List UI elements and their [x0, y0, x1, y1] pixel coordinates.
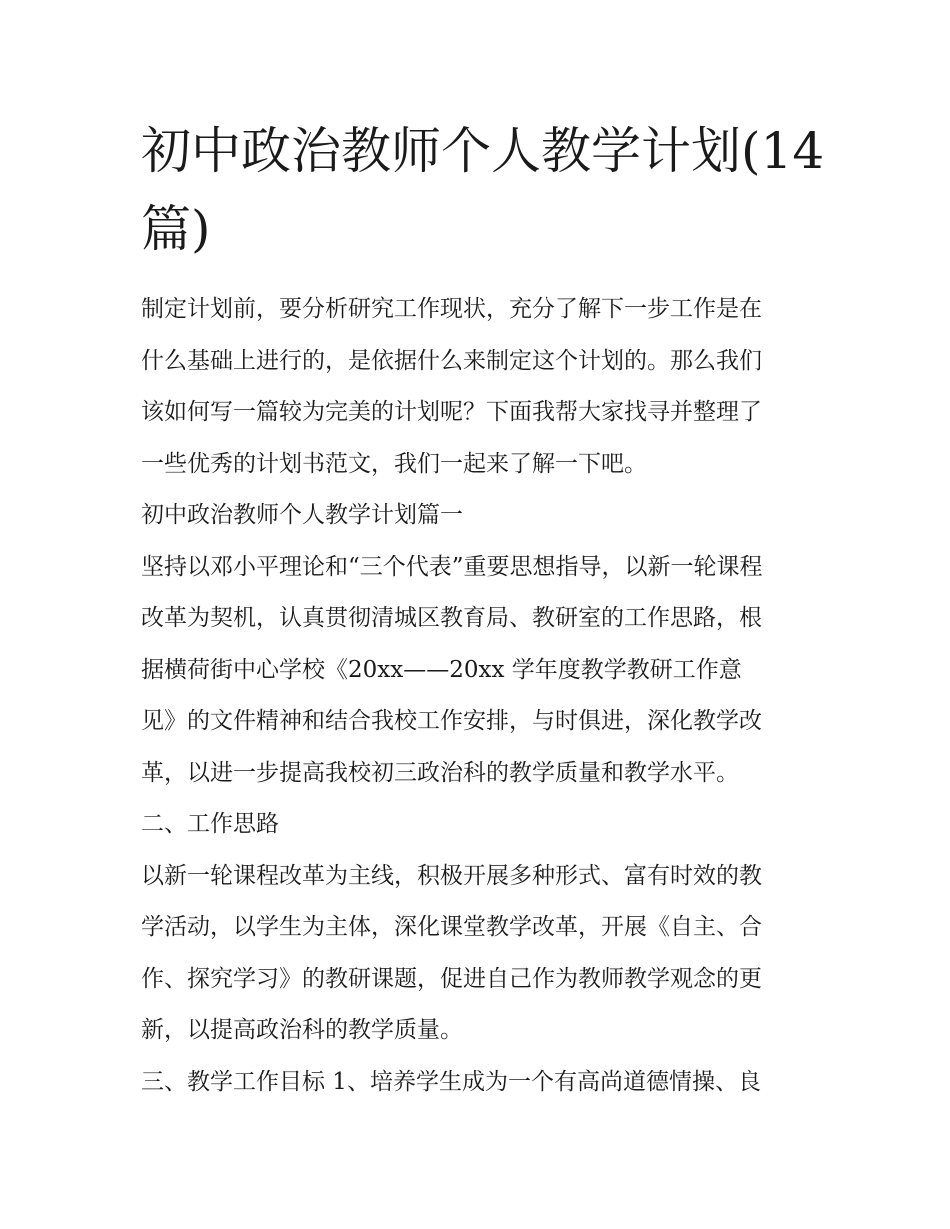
title-line: 篇)	[141, 200, 211, 258]
title-line: 初中政治教师个人教学计划(14	[141, 122, 825, 180]
section-heading: 初中政治教师个人教学计划篇一	[141, 502, 463, 528]
document-title	[141, 112, 825, 268]
section3-paragraph	[141, 1057, 813, 1109]
text-line: 作、探究学习》的教研课题，促进自己作为教师教学观念的更	[141, 965, 762, 992]
text-line: 学活动，以学生为主体，深化课堂教学改革，开展《自主、合	[141, 914, 762, 940]
text-line: 三、教学工作目标 1、培养学生成为一个有高尚道德情操、良	[141, 1068, 761, 1095]
text-line: 见》的文件精神和结合我校工作安排，与时俱进，深化教学改	[141, 708, 762, 734]
text-line: 什么基础上进行的，是依据什么来制定这个计划的。那么我们	[141, 347, 762, 374]
heading-work-ideas: 二、工作思路	[141, 811, 279, 837]
intro-paragraph	[141, 284, 813, 490]
text-line: 一些优秀的计划书范文，我们一起来了解一下吧。	[141, 450, 647, 477]
text-line: 以新一轮课程改革为主线，积极开展多种形式、富有时效的教	[141, 862, 762, 889]
text-line: 新，以提高政治科的教学质量。	[141, 1017, 463, 1043]
text-line: 制定计划前，要分析研究工作现状，充分了解下一步工作是在	[141, 296, 762, 322]
text-line: 据横荷街中心学校《20xx——20xx 学年度教学教研工作意	[141, 656, 742, 683]
section1-paragraph	[141, 542, 813, 800]
document-page	[141, 112, 825, 1108]
section2-paragraph	[141, 851, 813, 1057]
text-line: 改革为契机，认真贯彻清城区教育局、教研室的工作思路，根	[141, 605, 762, 631]
text-line: 该如何写一篇较为完美的计划呢？下面我帮大家找寻并整理了	[141, 399, 762, 425]
text-line: 坚持以邓小平理论和“三个代表”重要思想指导，以新一轮课程	[141, 553, 763, 580]
text-line: 革，以进一步提高我校初三政治科的教学质量和教学水平。	[141, 759, 739, 786]
